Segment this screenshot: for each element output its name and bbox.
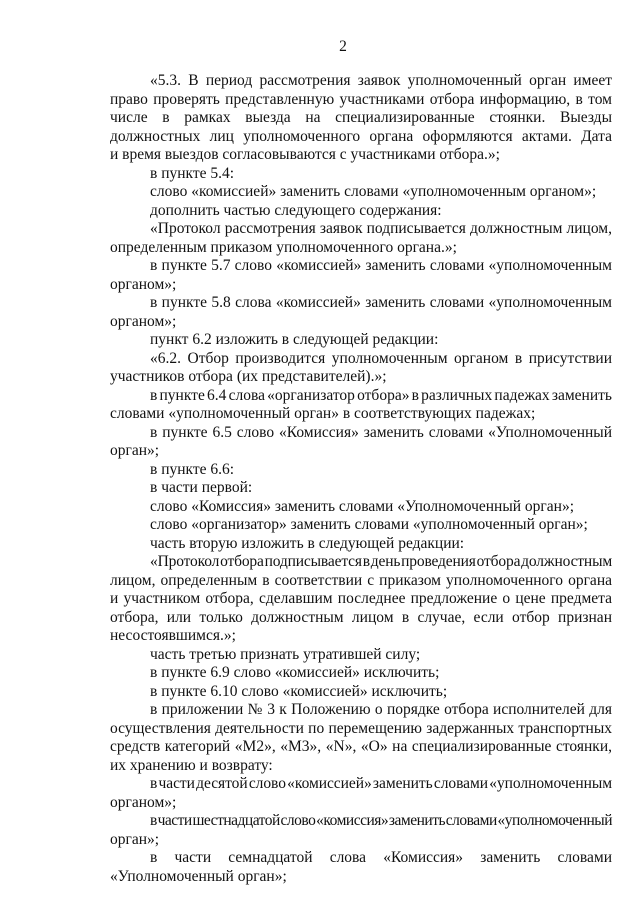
text-line: осуществления деятельности по перемещению задержанных транспортных [110, 719, 612, 737]
paragraph [110, 479, 612, 498]
paragraph [110, 516, 612, 535]
text-line: слово «организатор» заменить словами «уполномоченный орган»; [150, 516, 588, 533]
document-body [110, 72, 612, 886]
paragraph [110, 294, 612, 331]
text-line: в пункте 5.4: [150, 164, 235, 182]
text-line: часть вторую изложить в следующей редакции: [150, 534, 465, 552]
paragraph [110, 701, 612, 775]
paragraph [110, 331, 612, 350]
text-line: несостоявшимся.»; [110, 627, 236, 644]
text-line: определенным приказом уполномоченного органа.»; [110, 238, 457, 256]
paragraph [110, 350, 612, 387]
text-line: орган»; [110, 442, 160, 459]
paragraph [110, 461, 612, 480]
paragraph [110, 498, 612, 517]
text-line: словами «уполномоченный орган» в соответствующих падежах; [110, 405, 536, 422]
text-line: «6.2. Отбор производится уполномоченным органом в присутствии [150, 349, 612, 367]
text-line: отбора, или только должностным лицом в случае, если отбор признан [110, 608, 612, 626]
paragraph [110, 664, 612, 683]
text-line: органом»; [110, 793, 177, 811]
text-line: пункт 6.2 изложить в следующей редакции: [150, 331, 439, 348]
text-line: «5.3. В период рассмотрения заявок уполномоченный орган имеет [150, 72, 612, 89]
text-line: слово «Комиссия» заменить словами «Уполномоченный орган»; [150, 497, 575, 515]
text-line: орган»; [110, 830, 160, 848]
paragraph [110, 387, 612, 424]
text-line: «Протокол рассмотрения заявок подписывается должностным лицом, [150, 220, 612, 237]
paragraph [110, 72, 612, 165]
paragraph [110, 202, 612, 221]
text-line: и участником отбора, сделавшим последнее предложение о цене предмета [110, 590, 612, 607]
text-line: должностных лиц уполномоченного органа оформляются актами. Дата [110, 127, 612, 145]
text-line: в пункте 6.6: [150, 460, 235, 478]
text-line: слово «комиссией» заменить словами «уполномоченным органом»; [150, 183, 597, 200]
text-line: участников отбора (их представителей).»; [110, 368, 387, 385]
paragraph [110, 220, 612, 257]
paragraph [110, 683, 612, 702]
text-line: их хранению и возврату: [110, 756, 273, 774]
paragraph [110, 257, 612, 294]
text-line: «Протокол отбора подписывается в день проведения отбора должностным [150, 553, 612, 570]
paragraph [110, 424, 612, 461]
text-line: органом»; [110, 312, 177, 330]
paragraph [110, 775, 612, 812]
text-line: в пункте 5.7 слово «комиссией» заменить словами «уполномоченным [150, 257, 612, 274]
text-line: дополнить частью следующего содержания: [150, 201, 442, 219]
paragraph [110, 183, 612, 202]
text-line: лицом, определенным в соответствии с приказом уполномоченного органа [110, 571, 612, 589]
paragraph [110, 646, 612, 665]
text-line: в части десятой слово «комиссией» заменить словами «уполномоченным [150, 775, 612, 792]
text-line: в приложении № 3 к Положению о порядке отбора исполнителей для [150, 701, 612, 718]
paragraph [110, 535, 612, 554]
paragraph [110, 553, 612, 646]
paragraph [110, 849, 612, 886]
text-line: в пункте 6.4 слова «организатор отбора» в различных падежах заменить [150, 386, 612, 404]
text-line: в пункте 6.5 слово «Комиссия» заменить словами «Уполномоченный [150, 423, 612, 441]
text-line: в пункте 6.10 слово «комиссией» исключить; [150, 682, 448, 700]
text-line: в части шестнадцатой слово «комиссия» заменить словами «уполномоченный [150, 812, 612, 829]
text-line: «Уполномоченный орган»; [110, 867, 287, 885]
text-line: в пункте 6.9 слово «комиссией» исключить; [150, 664, 440, 681]
text-line: право проверять представленную участниками отбора информацию, в том [110, 90, 612, 108]
text-line: в части первой: [150, 479, 253, 496]
text-line: в пункте 5.8 слова «комиссией» заменить словами «уполномоченным [150, 294, 612, 311]
paragraph [110, 812, 612, 849]
text-line: органом»; [110, 275, 177, 293]
paragraph [110, 165, 612, 184]
text-line: и время выездов согласовываются с участниками отбора.»; [110, 146, 500, 163]
text-line: в части семнадцатой слова «Комиссия» заменить словами [150, 849, 612, 866]
text-line: средств категорий «М2», «М3», «N», «О» на специализированные стоянки, [110, 738, 612, 755]
text-line: часть третью признать утратившей силу; [150, 645, 421, 663]
text-line: числе в рамках выезда на специализированные стоянки. Выезды [110, 109, 612, 126]
page-number: 2 [339, 38, 347, 55]
